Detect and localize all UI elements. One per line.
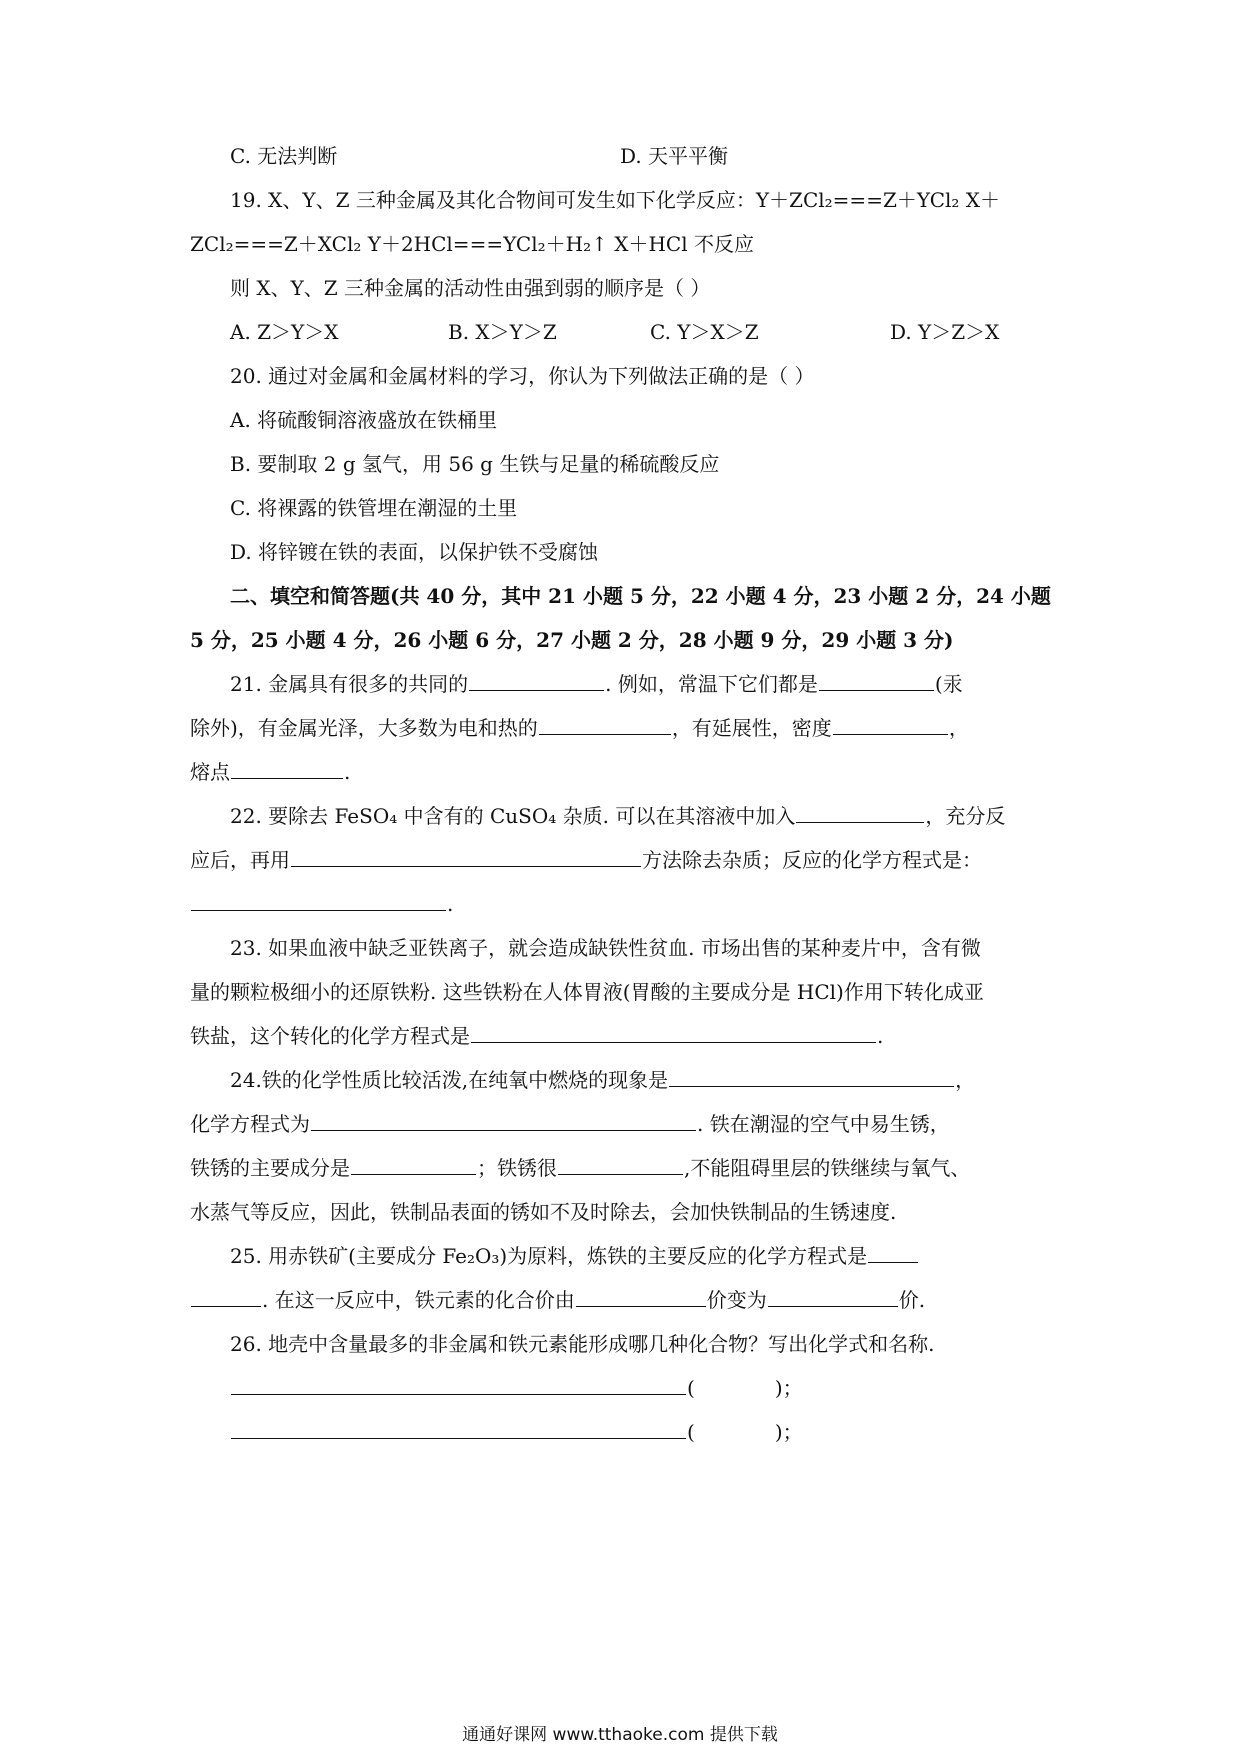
q25-text-a: 25. 用赤铁矿(主要成分 Fe₂O₃)为原料，炼铁的主要反应的化学方程式是 xyxy=(230,1244,868,1268)
q25-blank-2[interactable] xyxy=(576,1286,706,1307)
q24-text-b: ， xyxy=(955,1068,976,1092)
q18-option-d: D. 天平平衡 xyxy=(620,144,729,168)
q23-line-3 xyxy=(190,1022,883,1050)
q19-line-2: ZCl₂===Z＋XCl₂ Y＋2HCl===YCl₂＋H₂↑ X＋HCl 不反应 xyxy=(190,232,754,256)
q25-blank-1b[interactable] xyxy=(191,1286,261,1307)
q21-text-b: . 例如，常温下它们都是 xyxy=(605,672,818,696)
q19-option-a: A. Z＞Y＞X xyxy=(230,320,339,344)
q21-text-e: ，有延展性，密度 xyxy=(671,716,832,740)
q23-line-2: 量的颗粒极细小的还原铁粉. 这些铁粉在人体胃液(胃酸的主要成分是 HCl)作用下转化成亚 xyxy=(190,980,984,1004)
q26-paren-open-1: ( xyxy=(687,1376,695,1400)
q19-line-1: 19. X、Y、Z 三种金属及其化合物间可发生如下化学反应：Y＋ZCl₂===Z＋YCl₂ X＋ xyxy=(230,188,1001,212)
section-2-heading-line-1: 二、填空和简答题(共 40 分，其中 21 小题 5 分，22 小题 4 分，23 小题 2 分，24 小题 xyxy=(230,584,1051,608)
q24-line-2 xyxy=(190,1110,950,1138)
q24-text-c: 化学方程式为 xyxy=(190,1112,310,1136)
q20-option-b: B. 要制取 2 g 氢气，用 56 g 生铁与足量的稀硫酸反应 xyxy=(230,452,720,476)
q21-text-c: (汞 xyxy=(934,672,963,696)
q21-blank-3[interactable] xyxy=(539,714,671,735)
q24-line-3 xyxy=(190,1154,970,1182)
q24-text-e: 铁锈的主要成分是 xyxy=(190,1156,350,1180)
q21-text-g: 熔点 xyxy=(190,760,230,784)
q25-blank-1a[interactable] xyxy=(868,1242,918,1263)
q24-line-1 xyxy=(230,1066,975,1094)
q26-stem: 26. 地壳中含量最多的非金属和铁元素能形成哪几种化合物？写出化学式和名称. xyxy=(230,1332,935,1356)
q22-line-1 xyxy=(230,802,1005,830)
q21-text-h: . xyxy=(344,760,351,784)
q23-text-b: . xyxy=(877,1024,884,1048)
q26-answer-line-2 xyxy=(230,1418,803,1446)
q21-text-a: 21. 金属具有很多的共同的 xyxy=(230,672,469,696)
q26-paren-close-2: )； xyxy=(774,1420,803,1444)
q21-blank-5[interactable] xyxy=(231,758,343,779)
q24-text-f: ；铁锈很 xyxy=(477,1156,557,1180)
q23-line-1: 23. 如果血液中缺乏亚铁离子，就会造成缺铁性贫血. 市场出售的某种麦片中，含有微 xyxy=(230,936,981,960)
q22-line-3 xyxy=(190,890,453,918)
q21-blank-4[interactable] xyxy=(833,714,948,735)
q24-blank-3[interactable] xyxy=(351,1154,476,1175)
q21-blank-2[interactable] xyxy=(819,670,934,691)
q22-text-c: 应后，再用 xyxy=(190,848,290,872)
q19-option-c: C. Y＞X＞Z xyxy=(650,320,759,344)
q20-stem: 20. 通过对金属和金属材料的学习，你认为下列做法正确的是（ ） xyxy=(230,364,815,388)
q22-text-a: 22. 要除去 FeSO₄ 中含有的 CuSO₄ 杂质. 可以在其溶液中加入 xyxy=(230,804,796,828)
q26-paren-close-1: )； xyxy=(774,1376,803,1400)
q25-blank-3[interactable] xyxy=(768,1286,898,1307)
page-footer: 通通好课网 www.tthaoke.com 提供下载 xyxy=(462,1725,778,1745)
q25-text-d: 价. xyxy=(898,1288,926,1312)
q22-text-d: 方法除去杂质；反应的化学方程式是： xyxy=(642,848,982,872)
q21-blank-1[interactable] xyxy=(469,670,604,691)
q22-line-2 xyxy=(190,846,982,874)
q24-line-4: 水蒸气等反应，因此，铁制品表面的锈如不及时除去，会加快铁制品的生锈速度. xyxy=(190,1200,897,1224)
q20-option-a: A. 将硫酸铜溶液盛放在铁桶里 xyxy=(230,408,498,432)
q24-text-g: ,不能阻碍里层的铁继续与氧气、 xyxy=(684,1156,971,1180)
q18-option-c: C. 无法判断 xyxy=(230,144,338,168)
q21-line-1 xyxy=(230,670,963,698)
q22-text-b: ，充分反 xyxy=(925,804,1006,828)
q20-option-c: C. 将裸露的铁管埋在潮湿的土里 xyxy=(230,496,518,520)
q24-text-a: 24.铁的化学性质比较活泼,在纯氧中燃烧的现象是 xyxy=(230,1068,669,1092)
q22-blank-3[interactable] xyxy=(191,890,446,911)
q20-option-d: D. 将锌镀在铁的表面，以保护铁不受腐蚀 xyxy=(230,540,599,564)
q26-paren-open-2: ( xyxy=(687,1420,695,1444)
q24-blank-2[interactable] xyxy=(311,1110,696,1131)
q21-line-2 xyxy=(190,714,969,742)
q23-text-a: 铁盐，这个转化的化学方程式是 xyxy=(190,1024,470,1048)
section-2-heading-line-2: 5 分，25 小题 4 分，26 小题 6 分，27 小题 2 分，28 小题 9 分，29 小题 3 分) xyxy=(190,628,954,652)
q24-blank-1[interactable] xyxy=(669,1066,954,1087)
q21-text-d: 除外)，有金属光泽，大多数为电和热的 xyxy=(190,716,538,740)
q24-text-d: . 铁在潮湿的空气中易生锈， xyxy=(697,1112,950,1136)
q22-text-e: . xyxy=(447,892,454,916)
q21-line-3 xyxy=(190,758,350,786)
q25-text-b: . 在这一反应中，铁元素的化合价由 xyxy=(262,1288,575,1312)
q23-blank-1[interactable] xyxy=(471,1022,876,1043)
q25-line-2 xyxy=(190,1286,925,1314)
q26-blank-formula-1[interactable] xyxy=(231,1374,686,1395)
q26-answer-line-1 xyxy=(230,1374,803,1402)
q24-blank-4[interactable] xyxy=(558,1154,683,1175)
q22-blank-2[interactable] xyxy=(291,846,641,867)
q19-option-d: D. Y＞Z＞X xyxy=(890,320,1000,344)
q19-stem: 则 X、Y、Z 三种金属的活动性由强到弱的顺序是（ ） xyxy=(230,276,711,300)
q21-text-f: ， xyxy=(948,716,969,740)
q22-blank-1[interactable] xyxy=(796,802,924,823)
q26-blank-formula-2[interactable] xyxy=(231,1418,686,1439)
q19-option-b: B. X＞Y＞Z xyxy=(448,320,557,344)
q25-line-1 xyxy=(230,1242,919,1270)
q25-text-c: 价变为 xyxy=(706,1288,767,1312)
